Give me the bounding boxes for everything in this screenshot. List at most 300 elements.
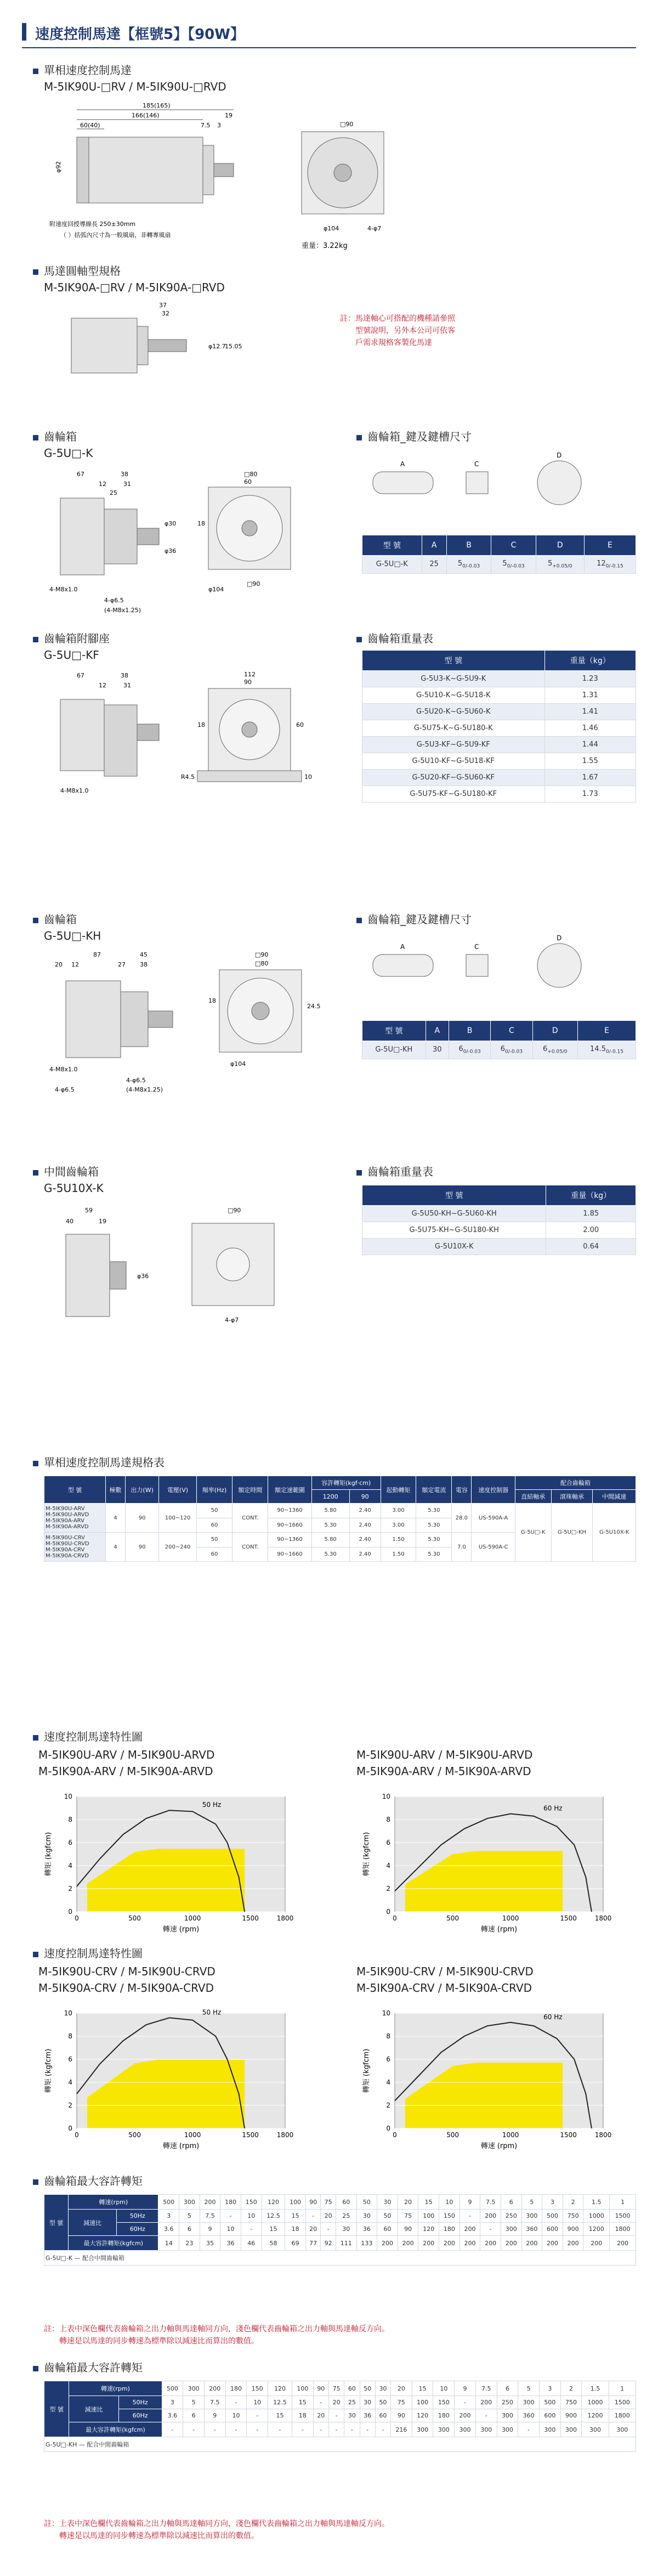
svg-text:12: 12 <box>99 682 106 689</box>
row-label: 型 號 <box>44 2381 69 2437</box>
svg-text:（ ）括弧內尺寸為一般風扇，非轉專風扇: （ ）括弧內尺寸為一般風扇，非轉專風扇 <box>60 231 171 239</box>
intermediate-gearbox-drawing <box>44 1201 340 1344</box>
ratio-cell: 3 <box>162 2396 183 2409</box>
bullet-icon <box>33 1461 38 1466</box>
x-axis-label: 轉速 (rpm) <box>480 2142 518 2150</box>
y-axis-label: 轉矩 (kgfcm) <box>362 1832 371 1877</box>
x-tick-label: 1000 <box>502 2131 519 2139</box>
x-tick-label: 1800 <box>594 1914 612 1922</box>
ratio-cell: 150 <box>439 2210 460 2223</box>
svg-text:31: 31 <box>123 682 131 689</box>
max-torque-cell: 200 <box>398 2236 418 2251</box>
max-torque-cell: - <box>247 2422 268 2437</box>
speed-cell: 3 <box>540 2381 561 2396</box>
speed-cell: 30 <box>375 2381 390 2396</box>
table-extra: 配合中間齒輪箱 <box>87 2441 129 2448</box>
speed-cell: 10 <box>433 2381 455 2396</box>
ratio-cell: 200 <box>475 2396 497 2409</box>
ratio60-cell: 200 <box>460 2223 480 2236</box>
svg-text:24.5: 24.5 <box>307 1003 321 1010</box>
spec-table: 型 號 極數 出力(W) 電壓(V) 頻率(Hz) 額定時間 額定速範圍 容許轉矩(kgf·cm) 起動轉矩 額定電流 電容 速度控制器 配合齒輪箱 1200 90 直結軸承 滾珠軸承 中間減速 M-5IK90U-ARV M-5IK90U-ARVD M-5IK90A-ARV M-5IK90A-ARVD 4 90 100~120 50 CONT. 90~1360 5.80 2.40 3.00 5.30 28.0 US-590A-A G-5U□-K G-5U□-KH G-5U10X-K 60 90~1660 5.30 2.40 3.00 5.30 M-5IK90U-CRV M-5IK90U-CRVD M-5IK90A-CRV M-5IK90A-CRVD 4 90 200~240 50 CONT. 90~1360 5.80 2.40 1.50 5.30 7.0 US-590A-C 60 90~1660 5.30 2.40 1.50 5.30 <box>44 1476 636 1562</box>
x-tick-label: 1500 <box>242 1914 259 1922</box>
torque-chart-c50 <box>38 2005 313 2159</box>
torque-chart-c60 <box>356 2005 631 2159</box>
ratio-cell: 12.5 <box>268 2396 292 2409</box>
ratio-cell: 100 <box>412 2396 433 2409</box>
ratio-cell: 200 <box>480 2210 501 2223</box>
ratio60-cell: 10 <box>220 2223 241 2236</box>
y-axis-label: 轉矩 (kgfcm) <box>44 2048 53 2093</box>
y-axis-label: 轉矩 (kgfcm) <box>362 2048 371 2093</box>
ratio-cell: - <box>455 2396 476 2409</box>
bullet-icon <box>356 918 362 923</box>
max-torque-cell: 300 <box>433 2422 455 2437</box>
y-tick-label: 4 <box>386 1862 390 1869</box>
ratio60-cell: 6 <box>179 2223 200 2236</box>
section-title: 齒輪箱附腳座 <box>33 630 110 646</box>
ratio-cell: 300 <box>518 2396 540 2409</box>
svg-text:φ36: φ36 <box>164 547 177 555</box>
row-label: 減速比 <box>69 2396 118 2422</box>
ratio60-cell: 180 <box>439 2223 460 2236</box>
ratio60-cell: - <box>480 2223 501 2236</box>
section-title: 齒輪箱_鍵及鍵槽尺寸 <box>356 428 472 444</box>
y-tick-label: 10 <box>64 1793 72 1800</box>
ratio60-cell: 90 <box>398 2223 418 2236</box>
ratio60-cell: 18 <box>285 2223 306 2236</box>
bullet-icon <box>33 2366 38 2371</box>
section-title: 單相速度控制馬達規格表 <box>33 1454 164 1470</box>
speed-cell: 10 <box>439 2195 460 2210</box>
max-torque-cell: 200 <box>563 2236 583 2251</box>
max-torque-cell: - <box>204 2422 225 2437</box>
y-tick-label: 4 <box>68 1862 72 1869</box>
ratio60-cell: 600 <box>542 2223 563 2236</box>
bullet-icon <box>356 637 362 642</box>
ratio60-cell: 10 <box>225 2409 247 2422</box>
ratio-cell: 5 <box>183 2396 205 2409</box>
torque-chart-a60 <box>356 1788 631 1942</box>
max-torque-cell: 300 <box>609 2422 636 2437</box>
svg-text:4-M8x1.0: 4-M8x1.0 <box>60 787 89 794</box>
svg-text:67: 67 <box>77 471 84 478</box>
x-axis-label: 轉速 (rpm) <box>480 1925 518 1934</box>
ratio-cell: 750 <box>560 2396 582 2409</box>
max-torque-cell: 200 <box>480 2236 501 2251</box>
svg-text:4-M8x1.0: 4-M8x1.0 <box>49 586 78 593</box>
speed-cell: 20 <box>391 2381 412 2396</box>
speed-cell: 3 <box>542 2195 563 2210</box>
svg-text:φ36: φ36 <box>137 1273 149 1280</box>
section-title: 齒輪箱最大容許轉矩 <box>33 2172 143 2188</box>
ratio60-cell: 20 <box>313 2409 328 2422</box>
ratio-cell: 50 <box>377 2210 398 2223</box>
row-label: 減速比 <box>69 2210 117 2236</box>
svg-text:60(40): 60(40) <box>80 122 100 129</box>
ratio-cell: 10 <box>241 2210 262 2223</box>
ratio-cell: 25 <box>344 2396 360 2409</box>
svg-text:45: 45 <box>140 951 148 958</box>
speed-cell: 500 <box>162 2381 183 2396</box>
max-torque-cell: 77 <box>305 2236 320 2251</box>
section-title: 速度控制馬達特性圖 <box>33 1945 143 1961</box>
svg-text:38: 38 <box>140 961 148 968</box>
ratio60-cell: - <box>328 2409 344 2422</box>
ratio60-cell: 180 <box>433 2409 455 2422</box>
ratio60-cell: 15 <box>262 2223 285 2236</box>
svg-text:31: 31 <box>123 481 131 488</box>
y-tick-label: 10 <box>382 2009 390 2017</box>
max-torque-cell: - <box>183 2422 205 2437</box>
key-drawing <box>362 450 636 516</box>
ratio60-cell: 36 <box>356 2223 377 2236</box>
speed-cell: 90 <box>313 2381 328 2396</box>
gearbox-kh-drawing <box>44 948 340 1101</box>
svg-text:4-φ7: 4-φ7 <box>225 1317 239 1324</box>
section-title: 齒輪箱 <box>33 428 77 444</box>
section-title: 齒輪箱 <box>33 911 77 927</box>
ratio-cell: 500 <box>540 2396 561 2409</box>
y-tick-label: 4 <box>68 2078 72 2086</box>
bullet-icon <box>33 269 38 275</box>
max-torque-cell: - <box>225 2422 247 2437</box>
speed-cell: 50 <box>356 2195 377 2210</box>
bullet-icon <box>33 1735 38 1741</box>
ratio-cell: 7.5 <box>200 2210 220 2223</box>
speed-cell: 5 <box>521 2195 542 2210</box>
bullet-icon <box>33 435 38 440</box>
svg-text:90: 90 <box>244 679 252 686</box>
ratio-cell: 3 <box>158 2210 179 2223</box>
max-torque-cell: - <box>313 2422 328 2437</box>
svg-text:φ12.7: φ12.7 <box>208 343 226 350</box>
key-table-kh: 型 號 A B C D E G-5U□-KH 30 $6_{0/-0.03}$ $6_{0/-0.03}$ $6_{+0.05/0}$ $14.5_{0/-0.15}$ <box>362 1020 636 1059</box>
section-title: 齒輪箱重量表 <box>356 1163 433 1179</box>
svg-text:19: 19 <box>99 1218 106 1225</box>
model-name: G-5U□-KH <box>44 929 101 942</box>
max-torque-cell: 23 <box>179 2236 200 2251</box>
speed-cell: 1.5 <box>583 2195 610 2210</box>
ratio-cell: 500 <box>542 2210 563 2223</box>
ratio60-cell: 1800 <box>610 2223 636 2236</box>
svg-text:R4.5: R4.5 <box>181 773 195 781</box>
x-tick-label: 1500 <box>560 2131 577 2139</box>
ratio-cell: 20 <box>321 2210 336 2223</box>
svg-text:4-φ6.5: 4-φ6.5 <box>126 1077 146 1084</box>
ratio-cell: 1500 <box>610 2210 636 2223</box>
speed-cell: 6 <box>501 2195 521 2210</box>
y-tick-label: 8 <box>386 1816 390 1823</box>
ratio60-cell: - <box>321 2223 336 2236</box>
key-table-k: 型 號 A B C D E G-5U□-K 25 $5_{0/-0.03}$ $5_{0/-0.03}$ $5_{+0.05/0}$ $12_{0/-0.15}$ <box>362 535 636 574</box>
svg-text:12: 12 <box>71 961 79 968</box>
y-tick-label: 10 <box>64 2009 72 2017</box>
x-tick-label: 1000 <box>184 2131 201 2139</box>
svg-text:20: 20 <box>55 961 63 968</box>
page-title: 速度控制馬達【框號5】【90W】 <box>35 26 245 43</box>
svg-text:25: 25 <box>110 489 117 496</box>
x-axis-label: 轉速 (rpm) <box>162 1925 200 1934</box>
svg-text:67: 67 <box>77 672 84 679</box>
header-bar <box>22 23 26 41</box>
section-title: 齒輪箱_鍵及鍵槽尺寸 <box>356 911 472 927</box>
row-label: 轉速(rpm) <box>69 2195 158 2210</box>
svg-text:19: 19 <box>225 112 232 119</box>
x-tick-label: 1800 <box>276 1914 294 1922</box>
x-axis-label: 轉速 (rpm) <box>162 2142 200 2150</box>
speed-cell: 1 <box>610 2195 636 2210</box>
ratio-cell: 1000 <box>583 2210 610 2223</box>
ratio60-cell: - <box>241 2223 262 2236</box>
ratio-cell: 100 <box>418 2210 439 2223</box>
y-axis-label: 轉矩 (kgfcm) <box>44 1832 53 1877</box>
motor-drawing <box>44 99 472 258</box>
speed-cell: 5 <box>518 2381 540 2396</box>
max-torque-cell: - <box>518 2422 540 2437</box>
ratio60-cell: 36 <box>360 2409 375 2422</box>
ratio-cell: 5 <box>179 2210 200 2223</box>
model-name: G-5U□-KF <box>44 648 99 662</box>
svg-text:φ92: φ92 <box>55 161 62 173</box>
speed-cell: 500 <box>158 2195 179 2210</box>
y-tick-label: 6 <box>386 2055 390 2063</box>
x-tick-label: 500 <box>446 1914 460 1922</box>
max-torque-cell: - <box>162 2422 183 2437</box>
svg-text:7.5: 7.5 <box>201 122 211 129</box>
ratio-cell: 50 <box>375 2396 390 2409</box>
max-torque-cell: - <box>292 2422 313 2437</box>
svg-text:φ104: φ104 <box>230 1060 246 1067</box>
ratio-cell: - <box>220 2210 241 2223</box>
x-tick-label: 0 <box>393 2131 397 2139</box>
table-note: 註：上表中深色欄代表齒輪箱之出力軸與馬達軸同方向，淺色欄代表齒輪箱之出力軸與馬達軸反方向。 轉速是以馬達的同步轉速為標準除以減速比而算出的數值。 <box>44 2325 389 2346</box>
speed-cell: 200 <box>204 2381 225 2396</box>
svg-text:60: 60 <box>296 721 304 728</box>
max-torque-cell: 46 <box>241 2236 262 2251</box>
svg-text:(4-M8x1.25): (4-M8x1.25) <box>126 1086 163 1093</box>
bullet-icon <box>33 2179 38 2185</box>
section-title: 速度控制馬達特性圖 <box>33 1728 143 1744</box>
weight-table-kh: 型 號 重量（kg） G-5U50-KH~G-5U60-KH 1.85 G-5U75-KH~G-5U180-KH 2.00 G-5U10X-K 0.64 <box>362 1185 636 1255</box>
speed-cell: 180 <box>220 2195 241 2210</box>
ratio60-cell: 9 <box>200 2223 220 2236</box>
bullet-icon <box>33 1170 38 1176</box>
svg-text:D: D <box>557 934 562 942</box>
speed-cell: 120 <box>268 2381 292 2396</box>
y-tick-label: 8 <box>386 2032 390 2040</box>
model-name: M-5IK90U-□RV / M-5IK90U-□RVD <box>44 80 226 93</box>
max-torque-cell: 35 <box>200 2236 220 2251</box>
speed-cell: 100 <box>285 2195 306 2210</box>
row-label: 50Hz <box>118 2396 162 2409</box>
bullet-icon <box>356 435 362 440</box>
x-tick-label: 500 <box>446 2131 460 2139</box>
speed-cell: 100 <box>292 2381 313 2396</box>
svg-text:37: 37 <box>159 302 167 309</box>
svg-text:4-φ6.5: 4-φ6.5 <box>55 1086 75 1093</box>
ratio60-cell: 200 <box>455 2409 476 2422</box>
ratio-cell: 150 <box>433 2396 455 2409</box>
svg-text:40: 40 <box>66 1218 73 1225</box>
y-tick-label: 10 <box>382 1793 390 1800</box>
x-tick-label: 1500 <box>560 1914 577 1922</box>
max-torque-cell: 111 <box>336 2236 356 2251</box>
max-torque-cell: 58 <box>262 2236 285 2251</box>
ratio60-cell: 300 <box>501 2223 521 2236</box>
ratio60-cell: 120 <box>418 2223 439 2236</box>
row-label: 60Hz <box>117 2223 158 2236</box>
ratio60-cell: - <box>247 2409 268 2422</box>
model-name: G-5U10X-K <box>44 1182 104 1195</box>
torque-chart-a50 <box>38 1788 313 1942</box>
svg-text:□80: □80 <box>255 960 269 967</box>
speed-cell: 30 <box>377 2195 398 2210</box>
ratio60-cell: 15 <box>268 2409 292 2422</box>
x-tick-label: 500 <box>128 1914 141 1922</box>
speed-cell: 15 <box>412 2381 433 2396</box>
ratio-cell: 250 <box>497 2396 518 2409</box>
y-tick-label: 2 <box>68 2102 72 2109</box>
svg-text:38: 38 <box>121 672 128 679</box>
y-tick-label: 2 <box>386 2102 390 2109</box>
svg-text:166(146): 166(146) <box>132 112 160 119</box>
section-title: 馬達圓軸型規格 <box>33 262 121 278</box>
row-label: 轉速(rpm) <box>69 2381 162 2396</box>
speed-cell: 20 <box>398 2195 418 2210</box>
svg-text:112: 112 <box>244 671 256 678</box>
ratio-cell: 10 <box>247 2396 268 2409</box>
max-torque-cell: 300 <box>412 2422 433 2437</box>
y-tick-label: 6 <box>68 1839 72 1846</box>
max-torque-cell: 216 <box>391 2422 412 2437</box>
ratio60-cell: 60 <box>375 2409 390 2422</box>
x-tick-label: 1000 <box>184 1914 201 1922</box>
ratio60-cell: 900 <box>560 2409 582 2422</box>
y-tick-label: 0 <box>386 1908 390 1916</box>
x-tick-label: 1800 <box>594 2131 612 2139</box>
ratio60-cell: 360 <box>518 2409 540 2422</box>
chart-model-right: M-5IK90U-CRV / M-5IK90U-CRVD M-5IK90A-CRV / M-5IK90A-CRVD <box>356 1965 534 1995</box>
max-torque-cell: 200 <box>418 2236 439 2251</box>
max-torque-cell: - <box>328 2422 344 2437</box>
chart-model-right: M-5IK90U-ARV / M-5IK90U-ARVD M-5IK90A-ARV / M-5IK90A-ARVD <box>356 1748 533 1778</box>
ratio60-cell: 90 <box>391 2409 412 2422</box>
max-torque-cell: 36 <box>220 2236 241 2251</box>
chart-model-left: M-5IK90U-CRV / M-5IK90U-CRVD M-5IK90A-CRV / M-5IK90A-CRVD <box>38 1965 215 1995</box>
y-tick-label: 6 <box>386 1839 390 1846</box>
svg-text:□90: □90 <box>340 121 354 128</box>
ratio60-cell: 120 <box>412 2409 433 2422</box>
ratio-cell: 15 <box>292 2396 313 2409</box>
max-torque-cell: 200 <box>521 2236 542 2251</box>
y-tick-label: 2 <box>68 1885 72 1893</box>
svg-text:59: 59 <box>85 1207 93 1214</box>
ratio-cell: - <box>225 2396 247 2409</box>
speed-cell: 300 <box>183 2381 205 2396</box>
model-name: M-5IK90A-□RV / M-5IK90A-□RVD <box>44 281 225 294</box>
svg-text:60: 60 <box>244 478 252 485</box>
speed-cell: 9 <box>455 2381 476 2396</box>
ratio-cell: 12.5 <box>262 2210 285 2223</box>
max-torque-cell: 200 <box>610 2236 636 2251</box>
y-tick-label: 0 <box>386 2125 390 2132</box>
svg-text:A: A <box>400 460 405 468</box>
speed-cell: 60 <box>344 2381 360 2396</box>
ratio-cell: 1000 <box>582 2396 609 2409</box>
speed-cell: 200 <box>200 2195 220 2210</box>
svg-text:15.05: 15.05 <box>225 343 242 350</box>
ratio-cell: - <box>305 2210 320 2223</box>
svg-text:(4-M8x1.25): (4-M8x1.25) <box>104 607 141 614</box>
ratio60-cell: 360 <box>521 2223 542 2236</box>
ratio-cell: 15 <box>285 2210 306 2223</box>
ratio60-cell: 20 <box>305 2223 320 2236</box>
ratio-cell: 300 <box>521 2210 542 2223</box>
max-torque-cell: - <box>360 2422 375 2437</box>
svg-text:A: A <box>400 943 405 951</box>
series-label: 50 Hz <box>202 2008 222 2016</box>
y-tick-label: 4 <box>386 2078 390 2086</box>
max-torque-cell: 300 <box>582 2422 609 2437</box>
max-torque-cell: 92 <box>321 2236 336 2251</box>
gearbox-kf-drawing <box>44 666 329 809</box>
ratio60-cell: 18 <box>292 2409 313 2422</box>
section-title: 單相速度控制馬達 <box>33 61 132 77</box>
ratio-cell: 1500 <box>609 2396 636 2409</box>
x-tick-label: 1000 <box>502 1914 519 1922</box>
max-torque-cell: 200 <box>542 2236 563 2251</box>
speed-cell: 1 <box>609 2381 636 2396</box>
svg-text:4-φ7: 4-φ7 <box>367 225 382 232</box>
ratio-cell: 30 <box>356 2210 377 2223</box>
speed-cell: 7.5 <box>480 2195 501 2210</box>
gearbox-type: G-5U□-K <box>46 2255 73 2262</box>
svg-text:C: C <box>474 943 479 951</box>
max-torque-cell: - <box>375 2422 390 2437</box>
section-title: 齒輪箱最大容許轉矩 <box>33 2359 143 2375</box>
section-title: 齒輪箱重量表 <box>356 630 433 646</box>
max-torque-cell: 200 <box>501 2236 521 2251</box>
row-label: 最大容許轉矩(kgfcm) <box>69 2422 162 2437</box>
svg-text:□90: □90 <box>228 1207 241 1214</box>
ratio60-cell: 600 <box>540 2409 561 2422</box>
table-extra: 配合中間齒輪箱 <box>82 2255 125 2262</box>
row-label: 最大容許轉矩(kgfcm) <box>69 2236 158 2251</box>
svg-text:φ104: φ104 <box>324 225 339 232</box>
ratio60-cell: 1800 <box>609 2409 636 2422</box>
chart-model-left: M-5IK90U-ARV / M-5IK90U-ARVD M-5IK90A-ARV / M-5IK90A-ARVD <box>38 1748 215 1778</box>
max-torque-table-k: 型 號 轉速(rpm) 500 300 200 180 150 120 100 90 75 60 50 30 20 15 10 9 7.5 6 5 3 2 1.5 1 減速比 50Hz 3 5 7.5 - 10 12.5 15 - 20 25 30 50 75 100 150 - 200 250 300 500 750 1000 1500 60Hz 3.6 6 9 10 - 15 18 20 - 30 36 60 90 120 180 200 - 300 360 600 900 1200 1800 最大容許轉矩(kgfcm) 14 23 35 36 46 58 69 77 92 111 133 200 200 200 200 200 200 200 200 200 200 200 200 G-5U□-K — 配合中間齒輪箱 <box>44 2194 636 2266</box>
speed-cell: 300 <box>179 2195 200 2210</box>
y-tick-label: 0 <box>68 1908 72 1916</box>
max-torque-cell: - <box>268 2422 292 2437</box>
ratio60-cell: 300 <box>497 2409 518 2422</box>
row-label: 型 號 <box>44 2195 69 2251</box>
speed-cell: 7.5 <box>475 2381 497 2396</box>
ratio60-cell: 3.6 <box>162 2409 183 2422</box>
speed-cell: 75 <box>321 2195 336 2210</box>
speed-cell: 50 <box>360 2381 375 2396</box>
gearbox-type: G-5U□-KH <box>46 2441 77 2448</box>
ratio-cell: 75 <box>391 2396 412 2409</box>
y-tick-label: 8 <box>68 2032 72 2040</box>
ratio-cell: 750 <box>563 2210 583 2223</box>
max-torque-cell: 300 <box>560 2422 582 2437</box>
bullet-icon <box>33 1952 38 1957</box>
y-tick-label: 8 <box>68 1816 72 1823</box>
speed-cell: 90 <box>305 2195 320 2210</box>
model-name: G-5U□-K <box>44 447 93 460</box>
